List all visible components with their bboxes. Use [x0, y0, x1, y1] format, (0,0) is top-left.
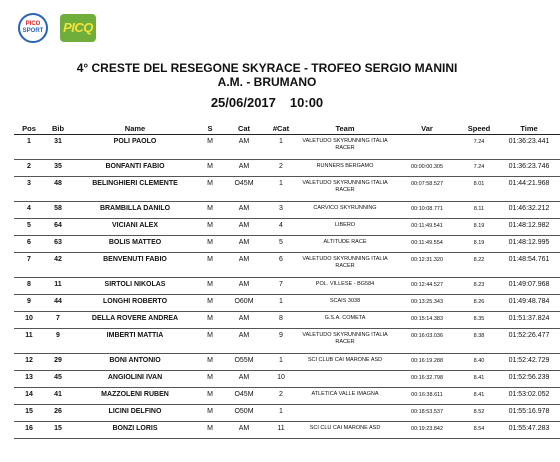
cell-time: 01:36:23.441 — [498, 135, 560, 160]
cell-ncat: 1 — [266, 135, 296, 160]
cell-sex: M — [198, 295, 222, 312]
col-header-cat: Cat — [222, 122, 266, 135]
cell-name: VICIANI ALEX — [72, 219, 198, 236]
header-row — [14, 122, 560, 135]
cell-name: BONZI LORIS — [72, 422, 198, 439]
cell-pos: 7 — [14, 253, 44, 278]
cell-pos: 5 — [14, 219, 44, 236]
cell-time: 01:44:21.968 — [498, 177, 560, 202]
cell-cat: O55M — [222, 354, 266, 371]
cell-ncat: 10 — [266, 371, 296, 388]
cell-ncat: 1 — [266, 177, 296, 202]
pico-sport-logo — [18, 13, 48, 43]
table-row — [14, 312, 560, 329]
cell-ncat: 3 — [266, 202, 296, 219]
cell-var: 00:00:00.305 — [394, 160, 460, 177]
table-row — [14, 253, 560, 278]
cell-name: LONGHI ROBERTO — [72, 295, 198, 312]
cell-bib: 44 — [44, 295, 72, 312]
cell-ncat: 11 — [266, 422, 296, 439]
cell-name: LICINI DELFINO — [72, 405, 198, 422]
cell-cat: AM — [222, 312, 266, 329]
cell-empty — [44, 439, 72, 449]
results-table — [14, 122, 560, 449]
cell-sex: M — [198, 160, 222, 177]
cell-time: 01:52:56.239 — [498, 371, 560, 388]
cell-team: CARVICO SKYRUNNING — [296, 202, 394, 219]
cell-speed: 8.52 — [460, 405, 498, 422]
cell-ncat: 1 — [266, 295, 296, 312]
cell-var: 00:12:44.527 — [394, 278, 460, 295]
cell-bib: 35 — [44, 160, 72, 177]
cell-time: 01:51:37.824 — [498, 312, 560, 329]
col-header-name: Name — [72, 122, 198, 135]
race-date: 25/06/2017 — [210, 95, 276, 110]
cell-bib: 41 — [44, 388, 72, 405]
cell-bib: 64 — [44, 219, 72, 236]
cell-speed: 8.23 — [460, 278, 498, 295]
cell-var: 00:10:08.771 — [394, 202, 460, 219]
cell-time: 01:46:32.212 — [498, 202, 560, 219]
cell-var: 00:11:49.541 — [394, 219, 460, 236]
cell-cat: AM — [222, 329, 266, 354]
cell-cat: AM — [222, 236, 266, 253]
race-title: 4° CRESTE DEL RESEGONE SKYRACE - TROFEO SERGIO MANINI — [76, 61, 458, 75]
cell-team: VALETUDO SKYRUNNING ITALIA RACER — [296, 177, 394, 202]
cell-speed: 8.35 — [460, 312, 498, 329]
cell-name: IMBERTI MATTIA — [72, 329, 198, 354]
cell-pos: 14 — [14, 388, 44, 405]
cell-name: POLI PAOLO — [72, 135, 198, 160]
cell-time: 01:48:12.982 — [498, 219, 560, 236]
cell-bib: 15 — [44, 422, 72, 439]
cell-name: BONI ANTONIO — [72, 354, 198, 371]
table-row — [14, 177, 560, 202]
cell-cat: AM — [222, 202, 266, 219]
cell-name: DELLA ROVERE ANDREA — [72, 312, 198, 329]
cell-var: 00:16:03.036 — [394, 329, 460, 354]
cell-speed: 7.24 — [460, 160, 498, 177]
cell-cat: O60M — [222, 295, 266, 312]
cell-pos: 11 — [14, 329, 44, 354]
cell-bib: 11 — [44, 278, 72, 295]
picq-logo — [60, 14, 96, 42]
cell-var: 00:12:31.320 — [394, 253, 460, 278]
cell-time: 01:52:42.729 — [498, 354, 560, 371]
cell-time: 01:49:07.968 — [498, 278, 560, 295]
cell-team: LIBERO — [296, 219, 394, 236]
cell-time: 01:49:48.784 — [498, 295, 560, 312]
cell-name: BONFANTI FABIO — [72, 160, 198, 177]
logo-area — [18, 12, 96, 44]
cell-speed: 8.22 — [460, 253, 498, 278]
cell-speed: 8.19 — [460, 236, 498, 253]
cell-pos: 2 — [14, 160, 44, 177]
cell-name: BENVENUTI FABIO — [72, 253, 198, 278]
cell-cat: AM — [222, 160, 266, 177]
cell-team — [296, 371, 394, 388]
cell-bib: 9 — [44, 329, 72, 354]
cell-team: VALETUDO SKYRUNNING ITALIA RACER — [296, 253, 394, 278]
cell-cat: AM — [222, 219, 266, 236]
cell-cat: AM — [222, 253, 266, 278]
cell-var: 00:11:49.554 — [394, 236, 460, 253]
cell-bib: 7 — [44, 312, 72, 329]
cell-empty — [394, 439, 460, 449]
cell-speed: 7.24 — [460, 135, 498, 160]
cell-ncat: 4 — [266, 219, 296, 236]
table-row — [14, 160, 560, 177]
cell-bib: 31 — [44, 135, 72, 160]
cell-cat: O45M — [222, 388, 266, 405]
cell-cat: AM — [222, 135, 266, 160]
col-header-pos: Pos — [14, 122, 44, 135]
cell-time: 01:53:02.052 — [498, 388, 560, 405]
results-body — [14, 135, 560, 449]
cell-sex: M — [198, 253, 222, 278]
cell-empty — [498, 439, 560, 449]
pico-sport-logo-line1: PICO — [25, 21, 41, 27]
cell-sex: M — [198, 422, 222, 439]
picq-logo-main: PICQ — [63, 20, 93, 35]
cell-sex: M — [198, 388, 222, 405]
cell-team: RUNNERS BERGAMO — [296, 160, 394, 177]
cell-sex: M — [198, 278, 222, 295]
race-datetime — [0, 95, 534, 110]
cell-sex: M — [198, 177, 222, 202]
cell-speed: 8.38 — [460, 329, 498, 354]
cell-ncat: 6 — [266, 253, 296, 278]
cell-speed: 8.40 — [460, 354, 498, 371]
cell-speed: 8.19 — [460, 219, 498, 236]
cell-team: SCI CLUB CAI MARONE ASD — [296, 354, 394, 371]
col-header-ncat: #Cat — [266, 122, 296, 135]
cell-pos: 16 — [14, 422, 44, 439]
cell-var: 00:19:23.842 — [394, 422, 460, 439]
col-header-team: Team — [296, 122, 394, 135]
cell-name: SIRTOLI NIKOLAS — [72, 278, 198, 295]
cell-pos: 3 — [14, 177, 44, 202]
cell-sex: M — [198, 329, 222, 354]
cell-ncat: 5 — [266, 236, 296, 253]
cell-cat: O50M — [222, 405, 266, 422]
cell-var: 00:16:19.288 — [394, 354, 460, 371]
cell-time: 01:48:54.761 — [498, 253, 560, 278]
table-row — [14, 202, 560, 219]
cell-empty — [266, 439, 296, 449]
cell-name: MAZZOLENI RUBEN — [72, 388, 198, 405]
cell-cat: AM — [222, 278, 266, 295]
cell-ncat: 2 — [266, 388, 296, 405]
cell-bib: 45 — [44, 371, 72, 388]
table-row — [14, 405, 560, 422]
cell-bib: 29 — [44, 354, 72, 371]
cell-team: VALETUDO SKYRUNNING ITALIA RACER — [296, 135, 394, 160]
cell-sex: M — [198, 312, 222, 329]
cell-speed: 8.54 — [460, 422, 498, 439]
table-row — [14, 354, 560, 371]
table-row — [14, 278, 560, 295]
cell-speed: 8.01 — [460, 177, 498, 202]
cell-speed: 8.26 — [460, 295, 498, 312]
cell-pos: 1 — [14, 135, 44, 160]
cell-bib: 48 — [44, 177, 72, 202]
table-row — [14, 135, 560, 160]
cell-pos: 10 — [14, 312, 44, 329]
cell-sex: M — [198, 236, 222, 253]
cell-bib: 63 — [44, 236, 72, 253]
cell-empty — [296, 439, 394, 449]
cell-team: VALETUDO SKYRUNNING ITALIA RACER — [296, 329, 394, 354]
cell-sex: M — [198, 371, 222, 388]
cell-var — [394, 135, 460, 160]
cell-pos: 13 — [14, 371, 44, 388]
cell-sex: M — [198, 405, 222, 422]
cell-pos: 6 — [14, 236, 44, 253]
cell-var: 00:18:53.537 — [394, 405, 460, 422]
cell-bib: 42 — [44, 253, 72, 278]
cell-var: 00:16:32.798 — [394, 371, 460, 388]
col-header-bib: Bib — [44, 122, 72, 135]
table-row — [14, 295, 560, 312]
cell-var: 00:07:58.527 — [394, 177, 460, 202]
table-row — [14, 236, 560, 253]
cell-speed: 8.41 — [460, 388, 498, 405]
cell-cat: AM — [222, 422, 266, 439]
cell-name: BOLIS MATTEO — [72, 236, 198, 253]
col-header-time: Time — [498, 122, 560, 135]
cell-sex: M — [198, 219, 222, 236]
cell-team: SCAIS 3038 — [296, 295, 394, 312]
table-row — [14, 388, 560, 405]
cell-sex: M — [198, 135, 222, 160]
cell-empty — [72, 439, 198, 449]
cell-time: 01:55:47.283 — [498, 422, 560, 439]
table-row — [14, 422, 560, 439]
cell-time: 01:48:12.995 — [498, 236, 560, 253]
cell-pos: 4 — [14, 202, 44, 219]
cell-var: 00:16:38.611 — [394, 388, 460, 405]
col-header-sex: S — [198, 122, 222, 135]
cell-var: 00:13:25.343 — [394, 295, 460, 312]
cell-pos: 15 — [14, 405, 44, 422]
cell-name: BELINGHIERI CLEMENTE — [72, 177, 198, 202]
cell-team: POL. VILLESE - BG584 — [296, 278, 394, 295]
cell-var: 00:15:14.383 — [394, 312, 460, 329]
cell-time: 01:55:16.978 — [498, 405, 560, 422]
cell-cat: AM — [222, 371, 266, 388]
cell-speed: 8.11 — [460, 202, 498, 219]
cell-empty — [14, 439, 44, 449]
race-location: A.M. - BRUMANO — [217, 75, 317, 89]
cell-ncat: 2 — [266, 160, 296, 177]
cell-empty — [198, 439, 222, 449]
table-row-cutoff — [14, 439, 560, 449]
cell-pos: 8 — [14, 278, 44, 295]
cell-pos: 9 — [14, 295, 44, 312]
cell-name: BRAMBILLA DANILO — [72, 202, 198, 219]
col-header-speed: Speed — [460, 122, 498, 135]
cell-team — [296, 405, 394, 422]
table-row — [14, 329, 560, 354]
race-time: 10:00 — [289, 95, 324, 110]
cell-name: ANGIOLINI IVAN — [72, 371, 198, 388]
cell-ncat: 1 — [266, 354, 296, 371]
cell-team: SCI CLU CAI MARONE ASD — [296, 422, 394, 439]
cell-team: G.S.A. COMETA — [296, 312, 394, 329]
cell-ncat: 8 — [266, 312, 296, 329]
cell-team: ATLETICA VALLE IMAGNA — [296, 388, 394, 405]
cell-team: ALTITUDE RACE — [296, 236, 394, 253]
cell-time: 01:36:23.746 — [498, 160, 560, 177]
table-row — [14, 371, 560, 388]
cell-sex: M — [198, 354, 222, 371]
pico-sport-logo-line2: SPORT — [22, 28, 44, 34]
cell-empty — [460, 439, 498, 449]
cell-cat: O45M — [222, 177, 266, 202]
cell-ncat: 9 — [266, 329, 296, 354]
cell-empty — [222, 439, 266, 449]
cell-ncat: 7 — [266, 278, 296, 295]
cell-sex: M — [198, 202, 222, 219]
cell-time: 01:52:26.477 — [498, 329, 560, 354]
cell-bib: 26 — [44, 405, 72, 422]
table-row — [14, 219, 560, 236]
cell-speed: 8.41 — [460, 371, 498, 388]
col-header-var: Var — [394, 122, 460, 135]
cell-ncat: 1 — [266, 405, 296, 422]
cell-bib: 58 — [44, 202, 72, 219]
cell-pos: 12 — [14, 354, 44, 371]
